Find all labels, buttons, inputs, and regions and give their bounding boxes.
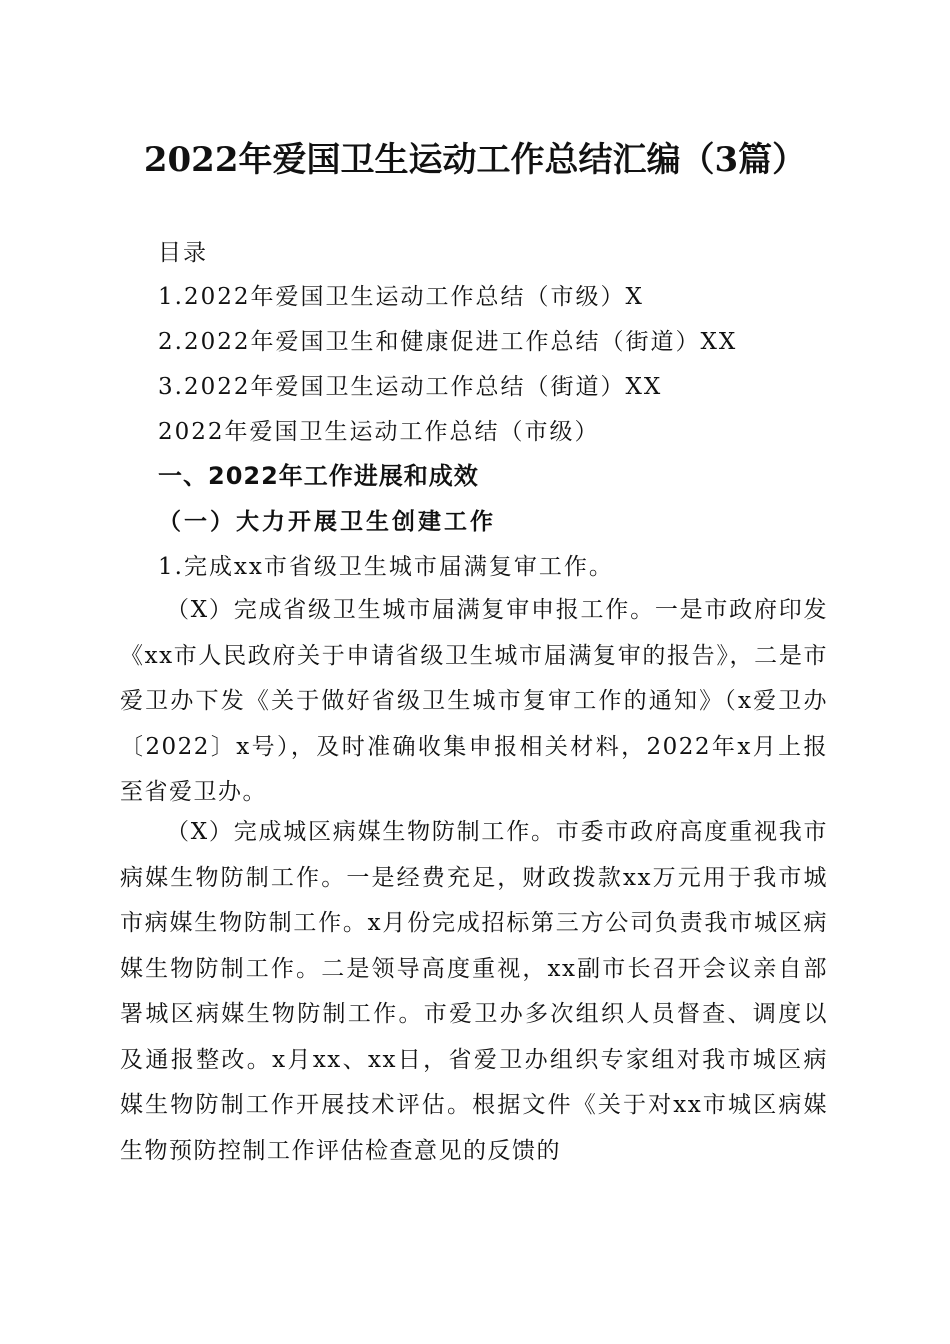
section-heading: 一、2022年工作进展和成效 — [158, 462, 479, 490]
toc-item: 2.2022年爱国卫生和健康促进工作总结（街道）XX — [158, 329, 738, 355]
body-paragraph: （X）完成城区病媒生物防制工作。市委市政府高度重视我市病媒生物防制工作。一是经费充足，财政拨款xx万元用于我市城市病媒生物防制工作。x月份完成招标第三方公司负责我市城区病媒生物防制工作。二是领导高度重视，xx副市长召开会议亲自部署城区病媒生物防制工作。市爱卫办多次组织人员督查、调度以及通报整改。x月xx、xx日，省爱卫办组织专家组对我市城区病媒生物防制工作开展技术评估。根据文件《关于对xx市城区病媒生物预防控制工作评估检查意见的反馈的 — [120, 819, 828, 1164]
subsection-heading: （一）大力开展卫生创建工作 — [158, 508, 496, 535]
document-title: 2022年爱国卫生运动工作总结汇编（3篇） — [143, 140, 807, 180]
toc-item: 1.2022年爱国卫生运动工作总结（市级）X — [158, 284, 644, 310]
toc-label: 目录 — [158, 240, 208, 266]
item-heading: 1.完成xx市省级卫生城市届满复审工作。 — [158, 554, 614, 580]
body-paragraph: （X）完成省级卫生城市届满复审申报工作。一是市政府印发《xx市人民政府关于申请省级卫生城市届满复审的报告》，二是市爱卫办下发《关于做好省级卫生城市复审工作的通知》（x爱卫办〔2022〕x号），及时准确收集申报相关材料，2022年x月上报至省爱卫办。 — [120, 597, 828, 805]
toc-item: 3.2022年爱国卫生运动工作总结（街道）XX — [158, 374, 663, 400]
article-title: 2022年爱国卫生运动工作总结（市级） — [158, 419, 600, 445]
